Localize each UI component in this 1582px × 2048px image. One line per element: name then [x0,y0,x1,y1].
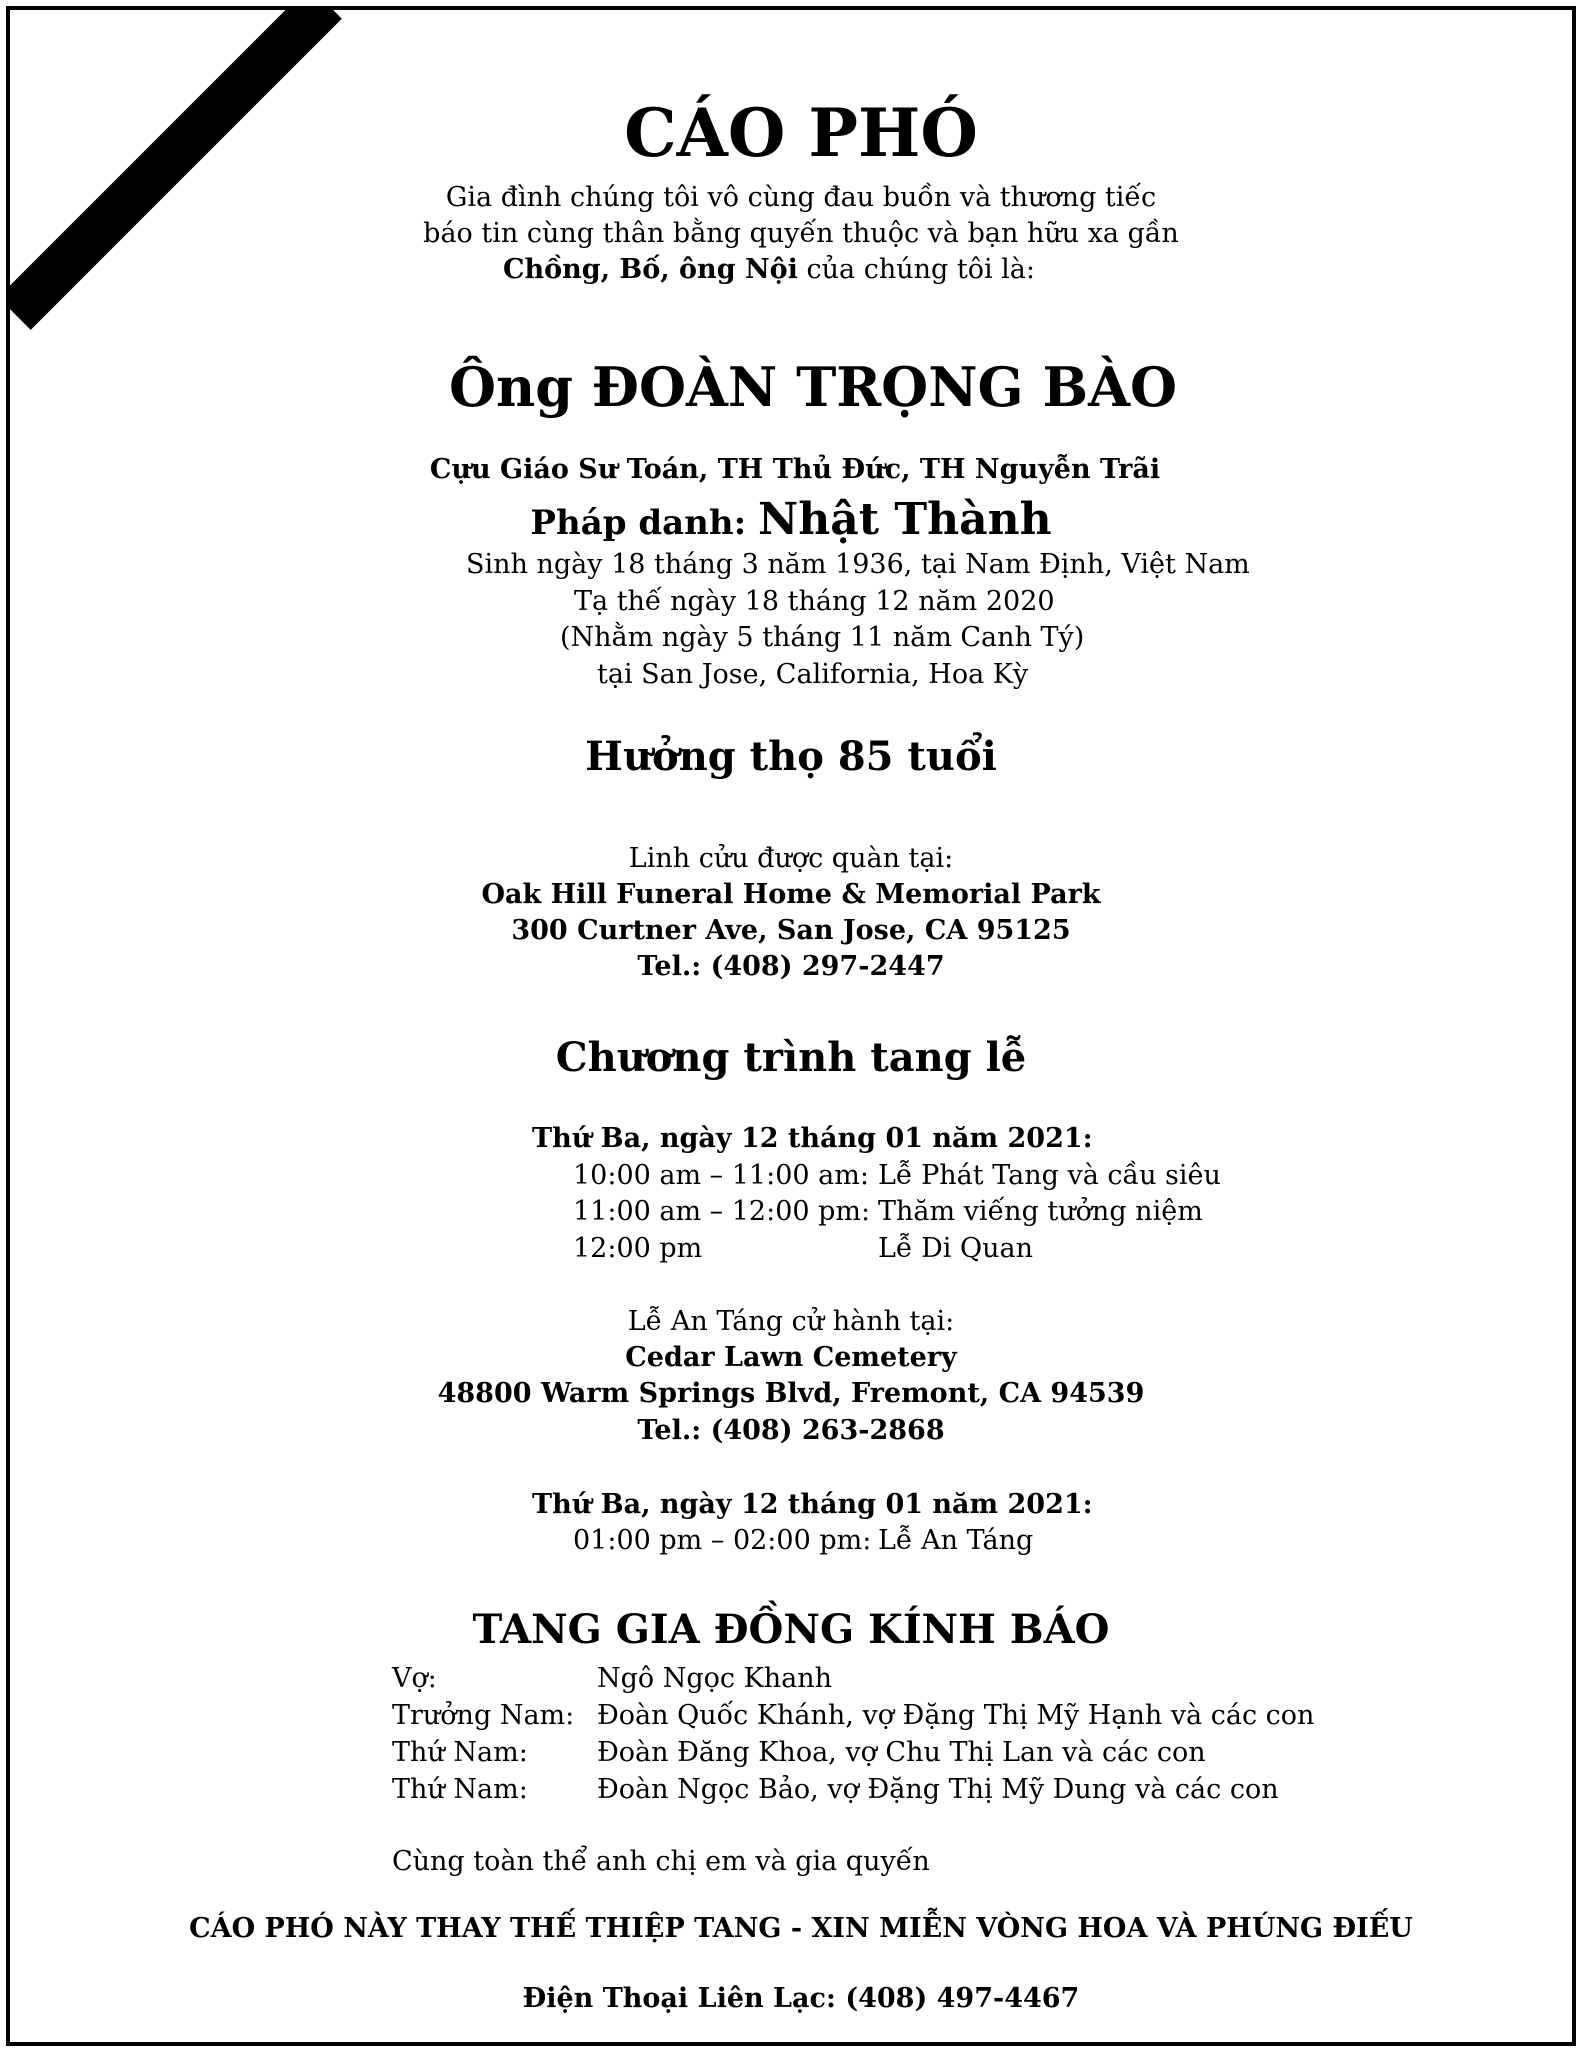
viewing-venue: Oak Hill Funeral Home & Memorial Park [481,879,1101,910]
burial-address: 48800 Warm Springs Blvd, Fremont, CA 94539 [437,1378,1145,1409]
family-member: Đoàn Đăng Khoa, vợ Chu Thị Lan và các con [597,1737,1206,1768]
viewing-phone: Tel.: (408) 297-2447 [637,951,945,982]
page-title: CÁO PHÓ [624,94,978,172]
family-role: Thứ Nam: [392,1774,528,1805]
burial-label: Lễ An Táng cử hành tại: [627,1306,955,1337]
viewing-label: Linh cửu được quàn tại: [628,843,954,874]
notice-line: CÁO PHÓ NÀY THAY THẾ THIỆP TANG - XIN MIỄN VÒNG HOA VÀ PHÚNG ĐIẾU [189,1913,1413,1944]
schedule-event: Lễ Di Quan [878,1233,1033,1264]
schedule-event: Lễ Phát Tang và cầu siêu [878,1160,1221,1191]
family-member: Ngô Ngọc Khanh [597,1663,833,1694]
deceased-name: Ông ĐOÀN TRỌNG BÀO [448,355,1178,419]
program-day-1: Thứ Ba, ngày 12 tháng 01 năm 2021: [532,1123,1093,1154]
schedule-time: 12:00 pm [573,1233,703,1264]
dharma-label: Pháp danh: [530,503,747,543]
birth-line: Sinh ngày 18 tháng 3 năm 1936, tại Nam Định, Việt Nam [466,549,1250,580]
burial-venue: Cedar Lawn Cemetery [625,1342,957,1373]
death-line: Tạ thế ngày 18 tháng 12 năm 2020 [574,586,1055,617]
schedule-time: 10:00 am – 11:00 am: [573,1160,869,1191]
family-closing: Cùng toàn thể anh chị em và gia quyến [392,1846,930,1877]
family-member: Đoàn Ngọc Bảo, vợ Đặng Thị Mỹ Dung và các con [597,1774,1279,1805]
contact-phone: Điện Thoại Liên Lạc: (408) 497-4467 [522,1983,1080,2014]
relation-bold: Chồng, Bố, ông Nội [502,254,798,285]
family-role: Vợ: [392,1663,437,1694]
intro-line-1: Gia đình chúng tôi vô cùng đau buồn và thương tiếc [445,182,1157,213]
program-heading: Chương trình tang lễ [555,1034,1027,1081]
dharma-name-line [10,494,1572,545]
family-member: Đoàn Quốc Khánh, vợ Đặng Thị Mỹ Hạnh và các con [597,1700,1315,1731]
schedule-event: Thăm viếng tưởng niệm [878,1196,1203,1227]
deceased-title: Cựu Giáo Sư Toán, TH Thủ Đức, TH Nguyễn Trãi [429,454,1161,485]
family-heading: TANG GIA ĐỒNG KÍNH BÁO [472,1606,1110,1653]
burial-phone: Tel.: (408) 263-2868 [637,1415,945,1446]
obituary-page [6,6,1576,2046]
intro-line-2: báo tin cùng thân bằng quyến thuộc và bạn hữu xa gần [423,218,1179,249]
dharma-name: Nhật Thành [757,494,1052,545]
relation-line [6,256,1550,283]
death-place-line: tại San Jose, California, Hoa Kỳ [597,659,1029,690]
schedule-event: Lễ An Táng [878,1525,1034,1556]
relation-rest: của chúng tôi là: [797,254,1036,285]
viewing-address: 300 Curtner Ave, San Jose, CA 95125 [511,915,1071,946]
family-role: Thứ Nam: [392,1737,528,1768]
schedule-time: 01:00 pm – 02:00 pm: [573,1525,872,1556]
age-line: Hưởng thọ 85 tuổi [585,733,997,780]
schedule-time: 11:00 am – 12:00 pm: [573,1196,871,1227]
lunar-date-line: (Nhằm ngày 5 tháng 11 năm Canh Tý) [560,622,1085,653]
family-role: Trưởng Nam: [392,1700,575,1731]
program-day-2: Thứ Ba, ngày 12 tháng 01 năm 2021: [532,1489,1093,1520]
